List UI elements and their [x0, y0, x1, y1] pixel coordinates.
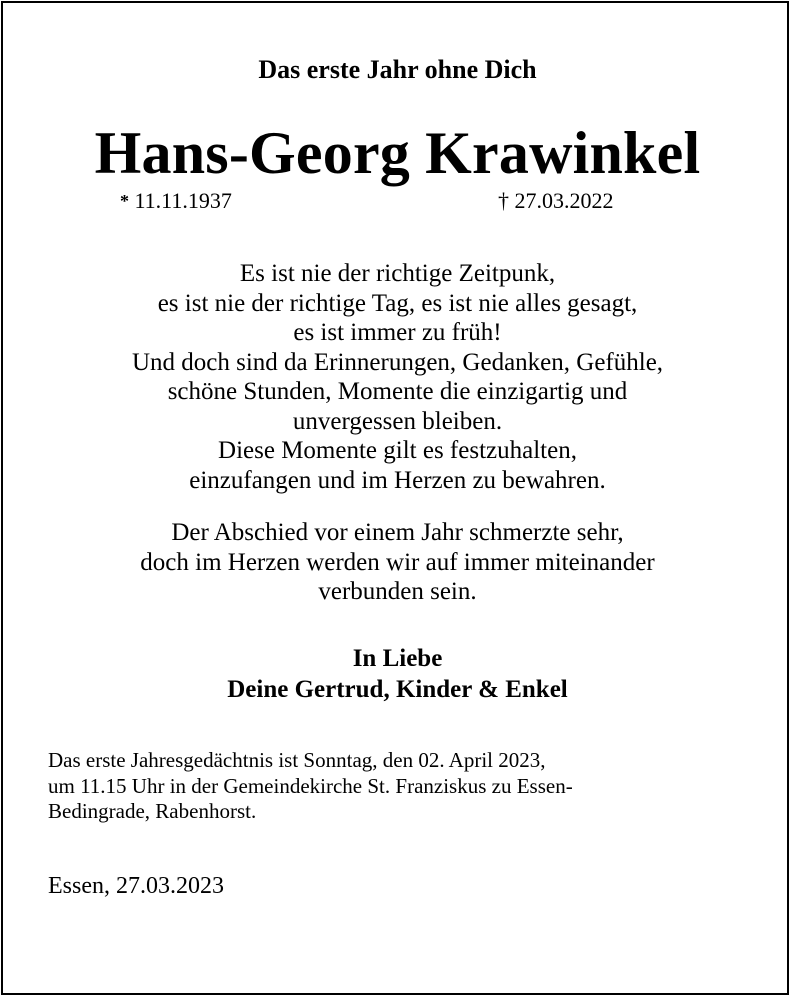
farewell-text [0, 518, 795, 607]
birth-date [120, 188, 232, 214]
memorial-notice [48, 748, 748, 825]
poem-line: Es ist nie der richtige Zeitpunk, [239, 260, 556, 287]
farewell-line: Der Abschied vor einem Jahr schmerzte sehr, [171, 519, 624, 546]
poem-line: schöne Stunden, Momente die einzigartig und [167, 378, 628, 405]
poem-line: unvergessen bleiben. [292, 407, 503, 435]
notice-line: Bedingrade, Rabenhorst. [48, 799, 257, 823]
farewell-line: doch im Herzen werden wir auf immer miteinander [140, 548, 655, 576]
closing-line-family: Deine Gertrud, Kinder & Enkel [227, 676, 568, 703]
deceased-name: Hans-Georg Krawinkel [94, 120, 701, 186]
star-icon: * [120, 191, 129, 211]
death-date [498, 188, 614, 214]
cross-icon: † [498, 188, 509, 213]
place-and-date: Essen, 27.03.2023 [48, 873, 224, 899]
closing [0, 643, 795, 705]
farewell-line: verbunden sein. [318, 578, 477, 605]
death-date-value: 27.03.2022 [514, 188, 614, 213]
poem [0, 259, 795, 495]
poem-line: es ist immer zu früh! [293, 319, 502, 346]
poem-line: es ist nie der richtige Tag, es ist nie alles gesagt, [157, 289, 638, 317]
poem-line: Und doch sind da Erinnerungen, Gedanken, Gefühle, [131, 348, 664, 376]
poem-line: Diese Momente gilt es festzuhalten, [218, 437, 577, 464]
notice-line: um 11.15 Uhr in der Gemeindekirche St. Franziskus zu Essen- [48, 773, 573, 798]
poem-line: einzufangen und im Herzen zu bewahren. [189, 466, 606, 494]
heading: Das erste Jahr ohne Dich [258, 55, 537, 84]
closing-line-love: In Liebe [352, 645, 443, 672]
birth-date-value: 11.11.1937 [134, 188, 232, 213]
notice-line: Das erste Jahresgedächtnis ist Sonntag, den 02. April 2023, [48, 748, 546, 772]
